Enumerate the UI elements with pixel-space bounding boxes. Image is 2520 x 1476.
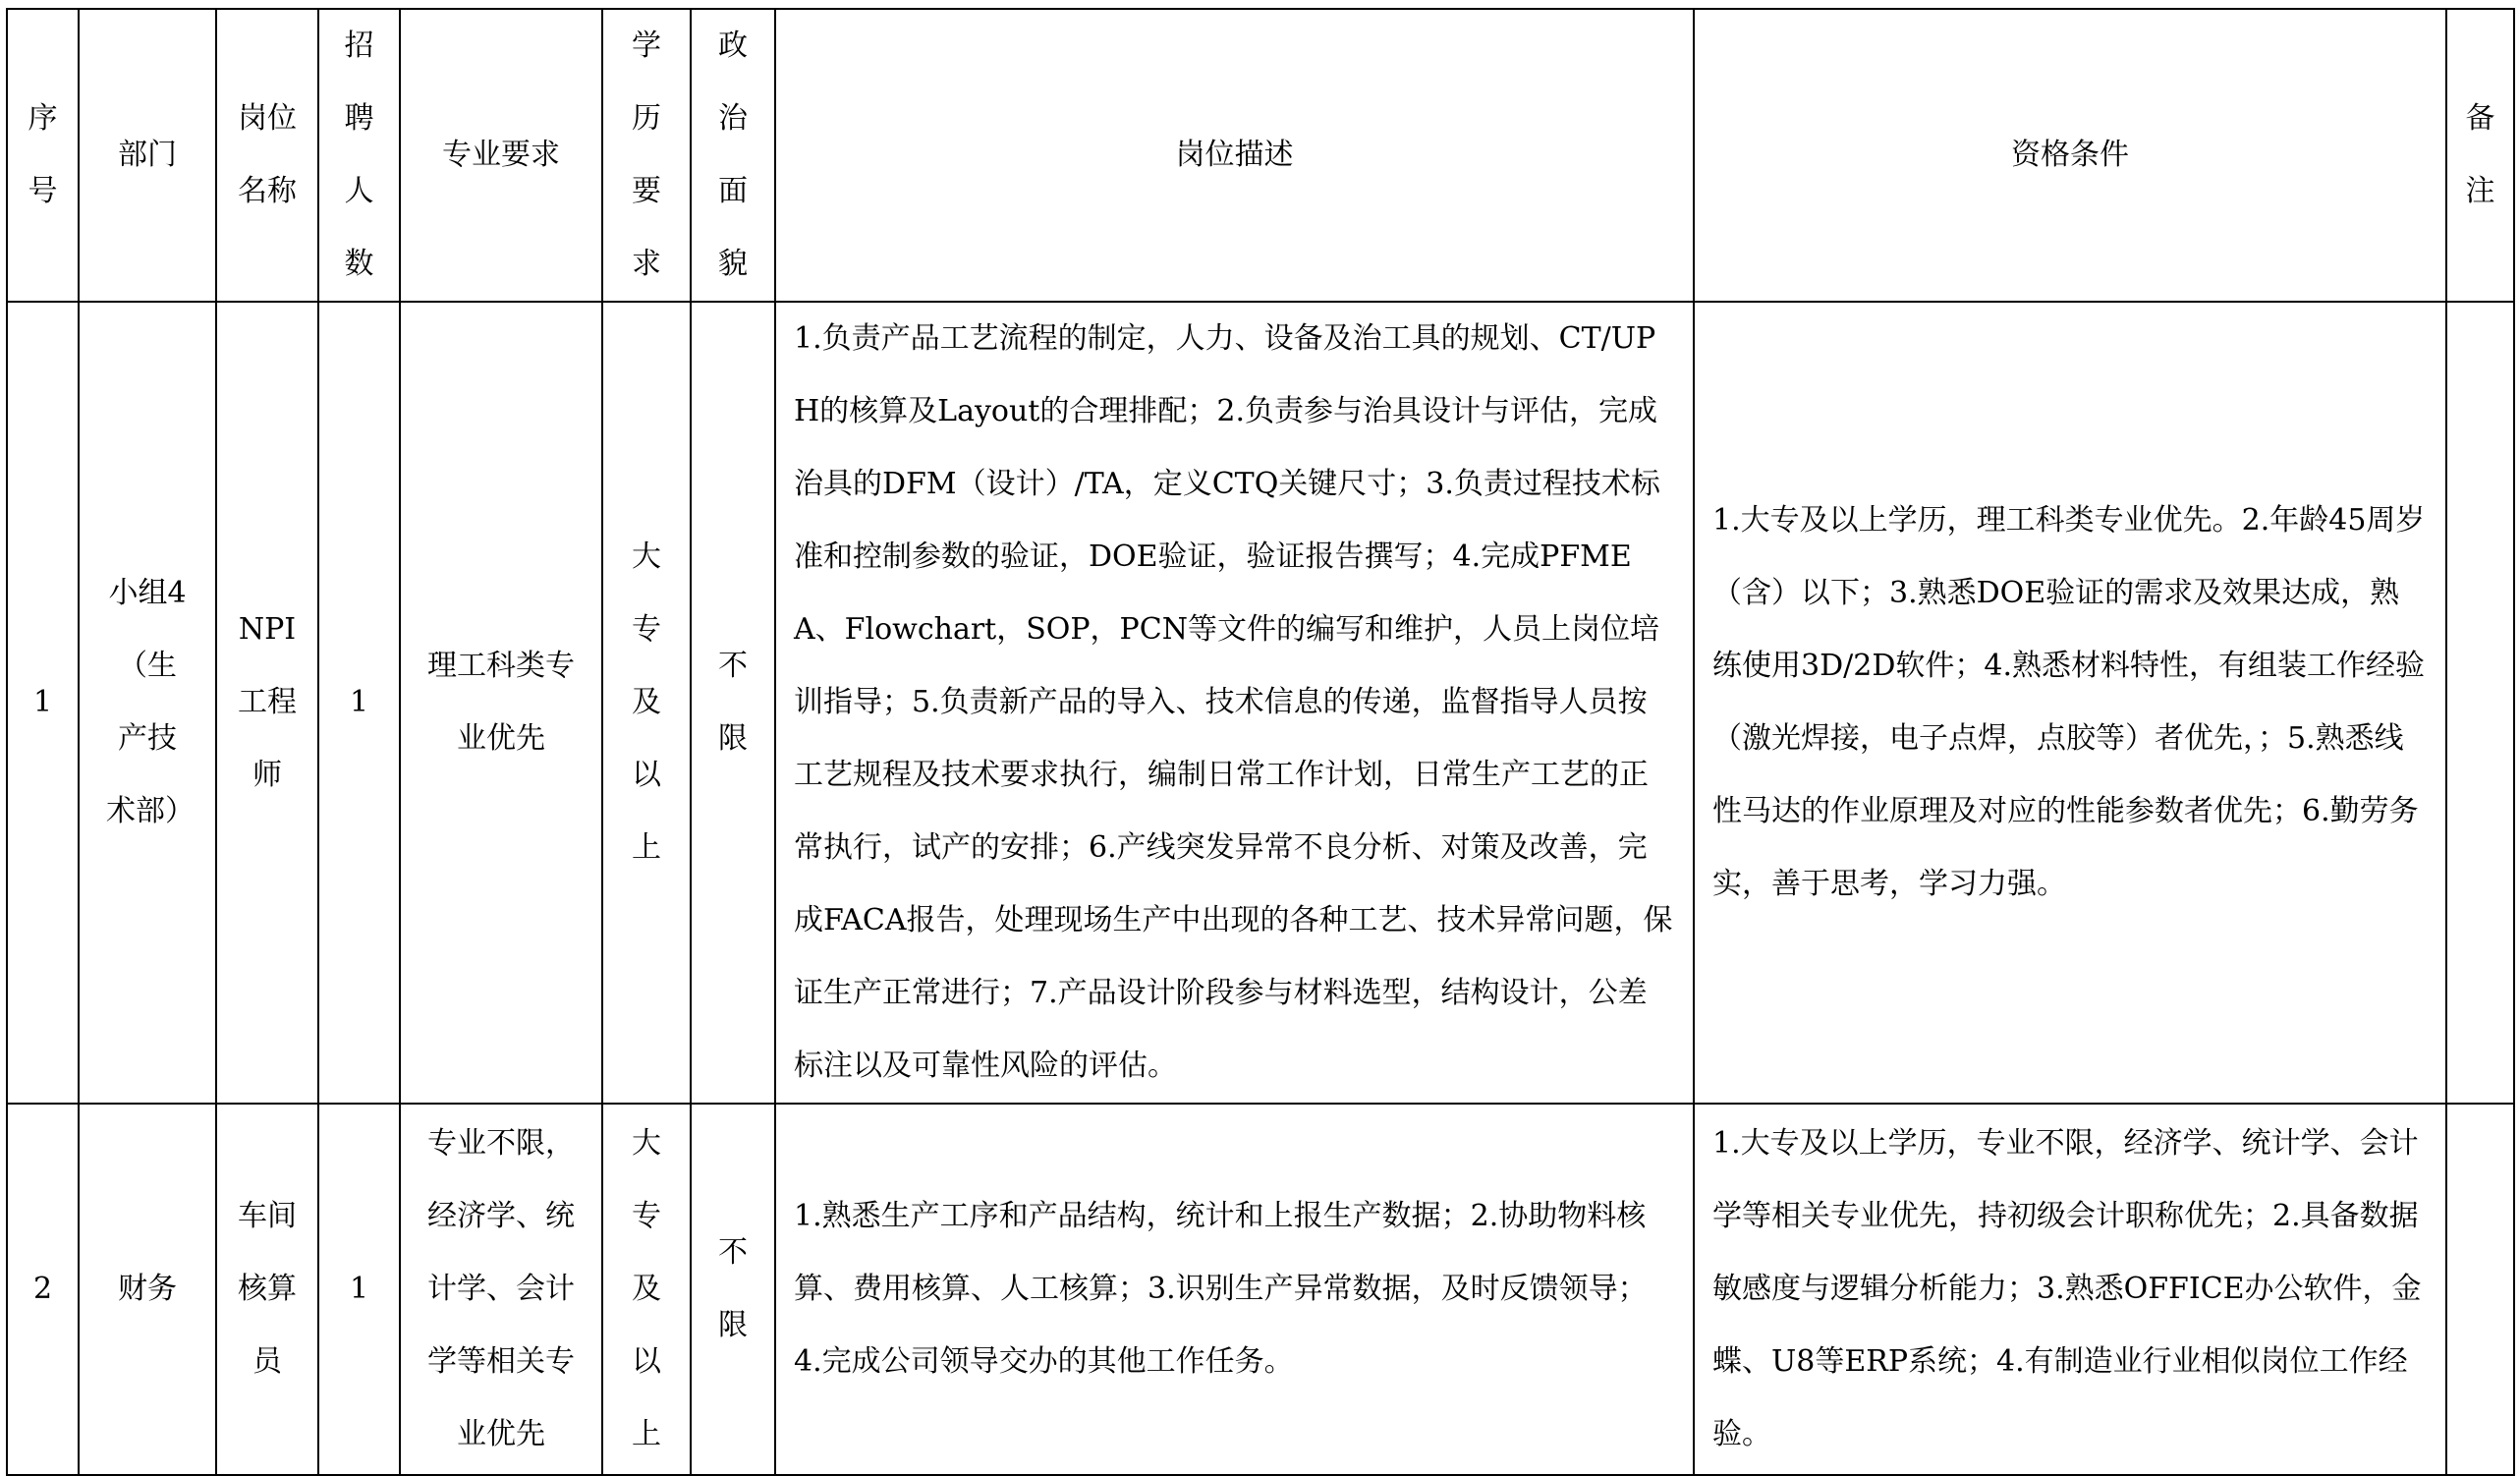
header-remarks: 备注 xyxy=(2446,9,2514,302)
cell-position: 车间核算员 xyxy=(216,1104,318,1475)
recruitment-table xyxy=(6,8,2515,1476)
table-row xyxy=(7,302,2514,1104)
header-education: 学历要求 xyxy=(602,9,691,302)
table-row xyxy=(7,1104,2514,1475)
cell-description: 1.负责产品工艺流程的制定，人力、设备及治工具的规划、CT/UPH的核算及Layout的合理排配；2.负责参与治具设计与评估，完成治具的DFM（设计）/TA，定义CTQ关键尺寸；3.负责过程技术标准和控制参数的验证，DOE验证，验证报告撰写；4.完成PFMEA、Flowchart，SOP，PCN等文件的编写和维护，人员上岗位培训指导；5.负责新产品的导入、技术信息的传递，监督指导人员按工艺规程及技术要求执行，编制日常工作计划，日常生产工艺的正常执行，试产的安排；6.产线突发异常不良分析、对策及改善，完成FACA报告，处理现场生产中出现的各种工艺、技术异常问题，保证生产正常进行；7.产品设计阶段参与材料选型，结构设计，公差标注以及可靠性风险的评估。 xyxy=(775,302,1694,1104)
table-header-row xyxy=(7,9,2514,302)
cell-education: 大专及以上 xyxy=(602,1104,691,1475)
cell-index: 1 xyxy=(7,302,79,1104)
header-department: 部门 xyxy=(79,9,216,302)
header-position: 岗位名称 xyxy=(216,9,318,302)
header-description: 岗位描述 xyxy=(775,9,1694,302)
cell-headcount: 1 xyxy=(318,302,400,1104)
cell-department: 小组4（生产技术部） xyxy=(79,302,216,1104)
cell-qualifications: 1.大专及以上学历，理工科类专业优先。2.年龄45周岁（含）以下；3.熟悉DOE验证的需求及效果达成，熟练使用3D/2D软件；4.熟悉材料特性，有组装工作经验（激光焊接，电子点焊，点胶等）者优先，；5.熟悉线性马达的作业原理及对应的性能参数者优先；6.勤劳务实，善于思考，学习力强。 xyxy=(1694,302,2446,1104)
cell-headcount: 1 xyxy=(318,1104,400,1475)
cell-political: 不限 xyxy=(691,1104,775,1475)
cell-qualifications: 1.大专及以上学历，专业不限，经济学、统计学、会计学等相关专业优先，持初级会计职称优先；2.具备数据敏感度与逻辑分析能力；3.熟悉OFFICE办公软件，金蝶、U8等ERP系统；4.有制造业行业相似岗位工作经验。 xyxy=(1694,1104,2446,1475)
header-headcount: 招聘人数 xyxy=(318,9,400,302)
cell-education: 大专及以上 xyxy=(602,302,691,1104)
header-qualifications: 资格条件 xyxy=(1694,9,2446,302)
cell-department: 财务 xyxy=(79,1104,216,1475)
cell-position: NPI工程师 xyxy=(216,302,318,1104)
header-index: 序号 xyxy=(7,9,79,302)
cell-index: 2 xyxy=(7,1104,79,1475)
cell-major: 专业不限，经济学、统计学、会计学等相关专业优先 xyxy=(400,1104,602,1475)
header-major: 专业要求 xyxy=(400,9,602,302)
cell-description: 1.熟悉生产工序和产品结构，统计和上报生产数据；2.协助物料核算、费用核算、人工核算；3.识别生产异常数据，及时反馈领导；4.完成公司领导交办的其他工作任务。 xyxy=(775,1104,1694,1475)
cell-political: 不限 xyxy=(691,302,775,1104)
header-political: 政治面貌 xyxy=(691,9,775,302)
cell-major: 理工科类专业优先 xyxy=(400,302,602,1104)
cell-remarks xyxy=(2446,1104,2514,1475)
cell-remarks xyxy=(2446,302,2514,1104)
